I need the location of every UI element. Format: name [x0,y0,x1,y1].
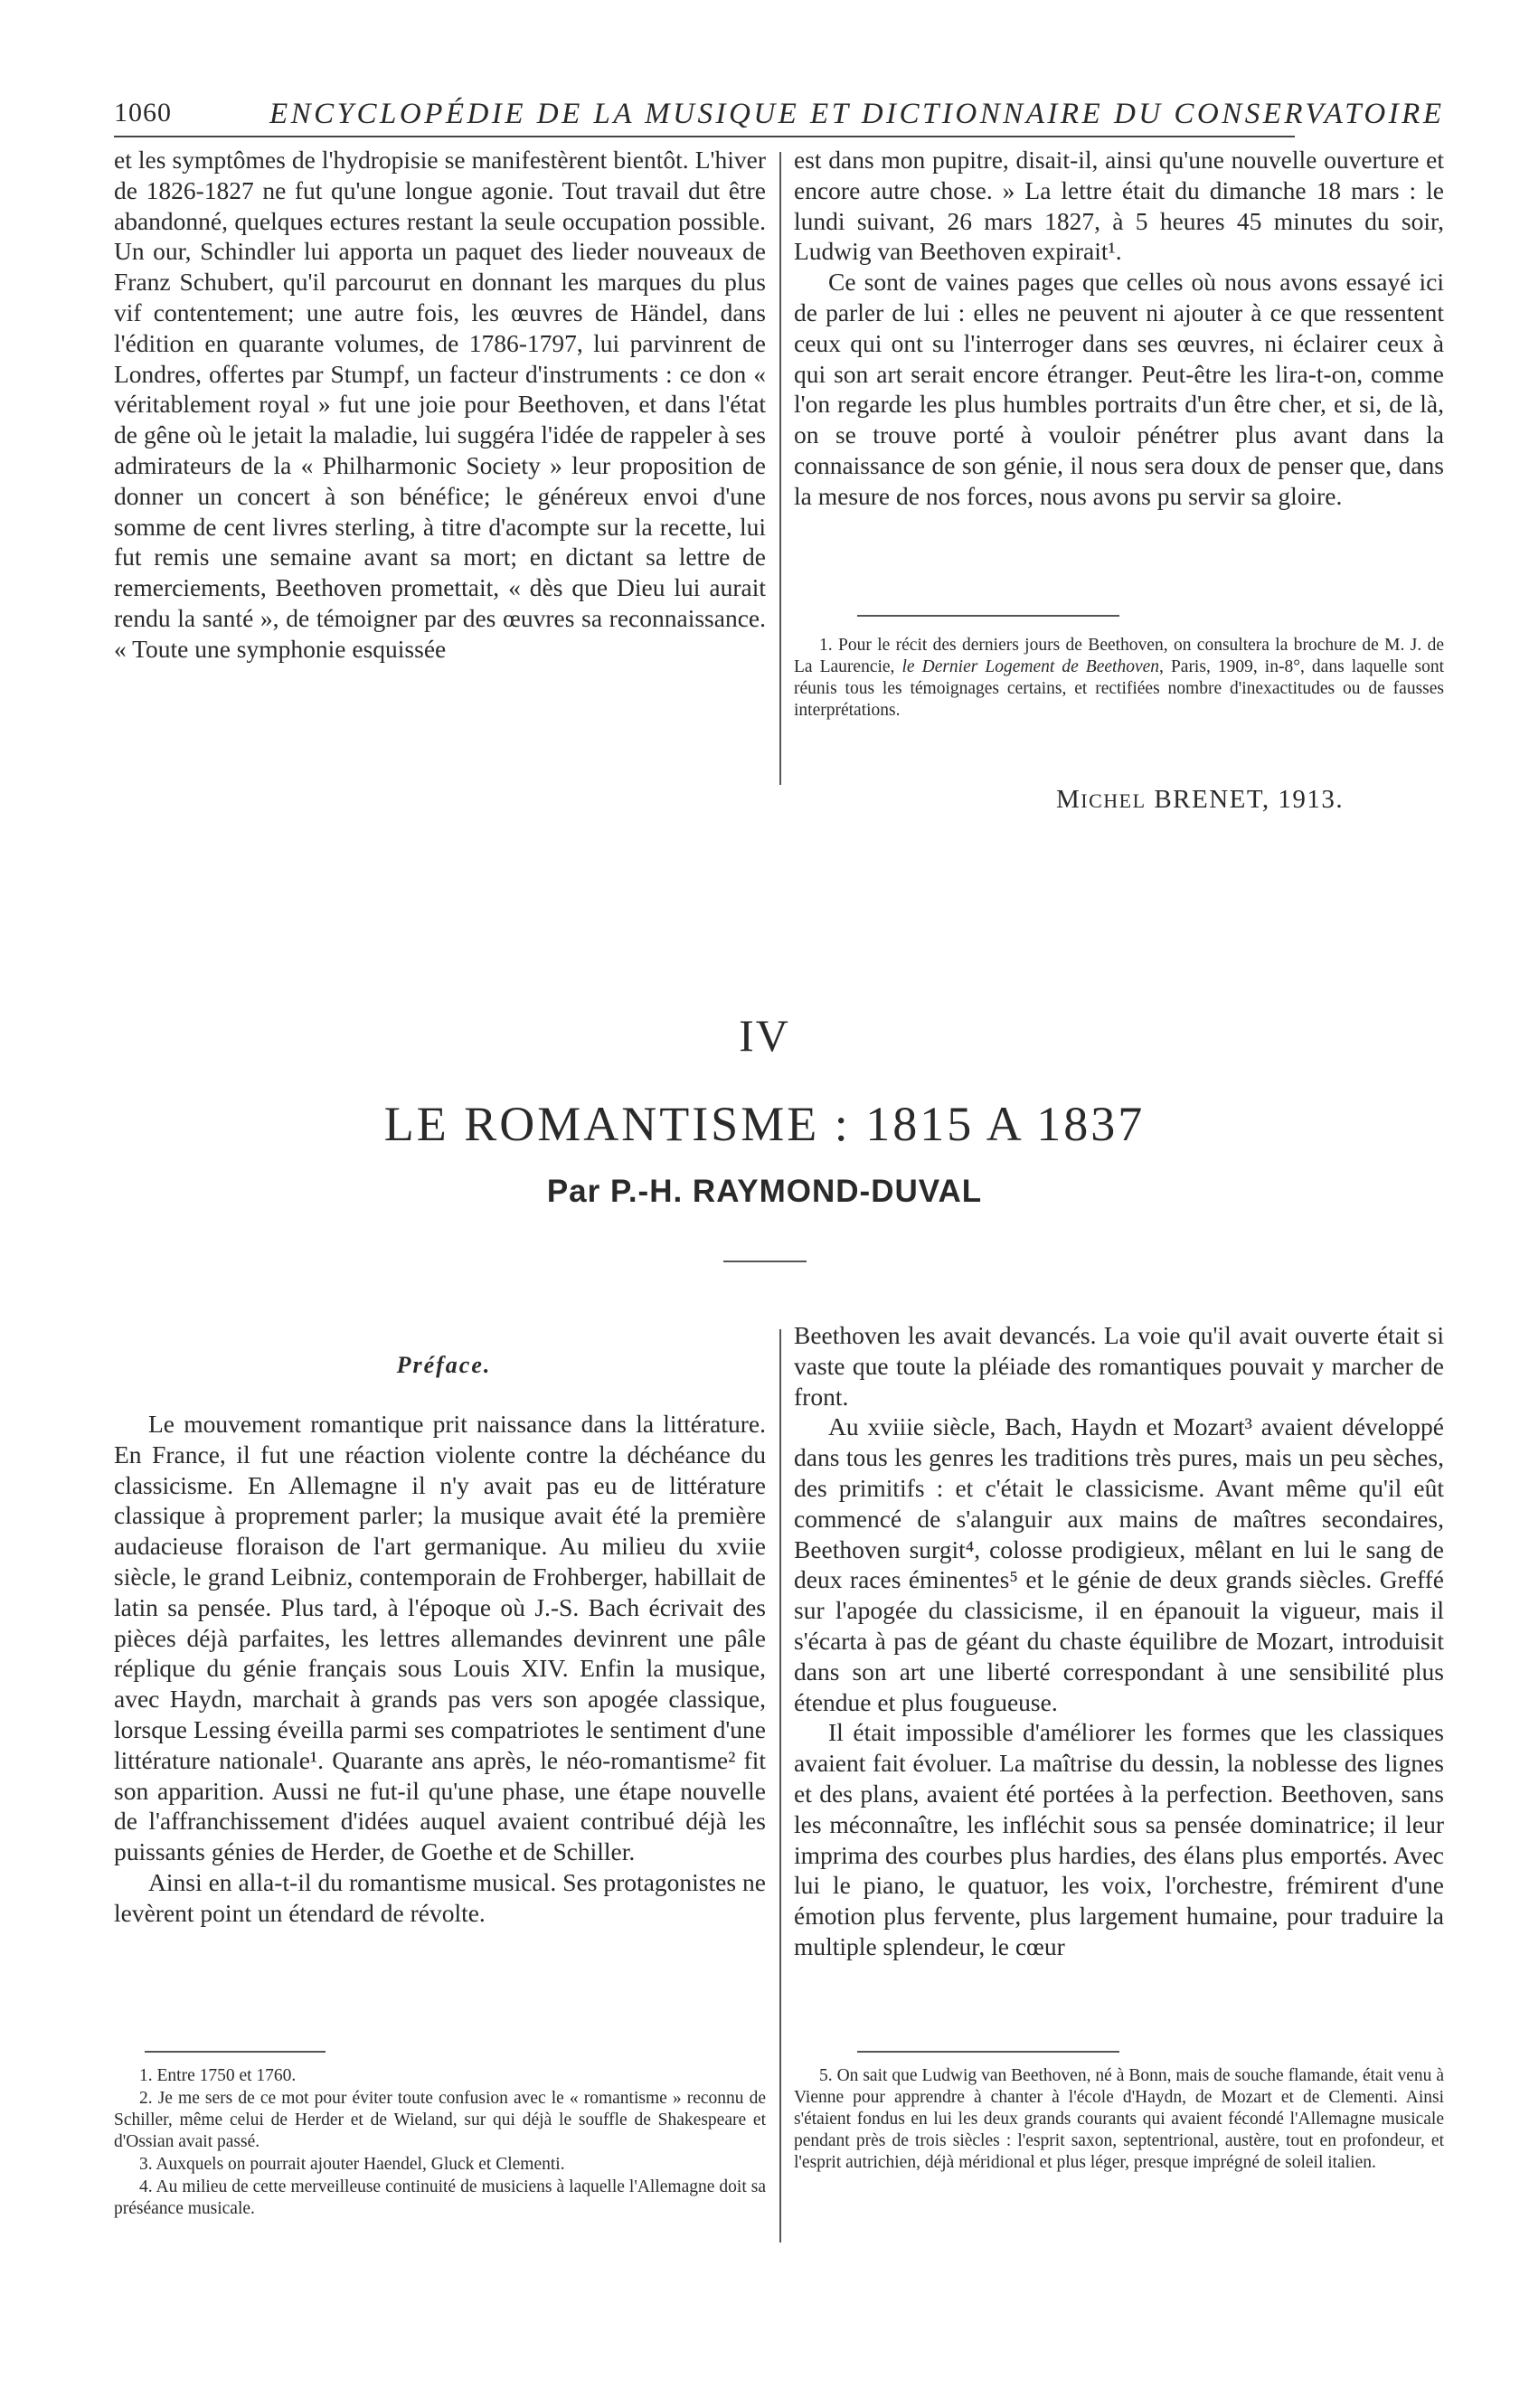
footnote: 1. Entre 1750 et 1760. [139,2066,297,2085]
body-paragraph: est dans mon pupitre, disait-il, ainsi qu'une nouvelle ouverture et encore autre chose. » La lettre était du dimanche 18 mars : le lundi suivant, 26 mars 1827, à 5 heures 45 minutes du soir, Ludwig van Beethoven expirait¹. [794,146,1444,266]
footnote-separator [145,2051,326,2053]
running-header [114,98,1445,137]
running-title: ENCYCLOPÉDIE DE LA MUSIQUE ET DICTIONNAIRE DU CONSERVATOIRE [269,98,1445,130]
body-paragraph: Le mouvement romantique prit naissance dans la littérature. En France, il fut une réaction violente contre la déchéance du classicisme. En Allemagne il n'y avait pas eu de littérature classique à proprement parler; la musique avait été la première audacieuse floraison de l'art germanique. Au milieu du xviie siècle, le grand Leibniz, contemporain de Frohberger, habillait de latin sa pensée. Plus tard, à l'époque où J.-S. Bach écrivait des pièces déjà parfaites, les lettres allemandes devinrent une pâle réplique du génie français sous Louis XIV. Enfin la musique, avec Haydn, marchait à grands pas vers son apogée classique, lorsque Lessing éveilla parmi ses compatriotes le sentiment d'une littérature nationale¹. Quarante ans après, le néo-romantisme² fit son apparition. Aussi ne fut-il qu'une phase, une étape nouvelle de l'affranchissement d'idées auquel avaient contribué déjà les puissants génies de Herder, de Goethe et de Schiller. [114,1410,766,1866]
top-left-column [114,145,766,665]
body-paragraph: Au xviiie siècle, Bach, Haydn et Mozart³ avaient développé dans tous les genres les traditions très pures, mais un peu sèches, des primitifs : et c'était le classicisme. Avant même qu'il eût commencé de s'alanguir aux mains de maîtres secondaires, Beethoven surgit⁴, colosse prodigieux, mêlant en lui le sang de deux races éminentes⁵ et le génie de deux grands siècles. Greffé sur l'apogée du classicisme, il en épanouit la vigueur, mais il s'écarta à pas de géant du chaste équilibre de Mozart, introduisit dans son art une liberté correspondant à une sensibilité plus étendue et plus fougueuse. [794,1412,1444,1716]
bottom-left-column [114,1409,766,1929]
body-paragraph: Ce sont de vaines pages que celles où nous avons essayé ici de parler de lui : elles ne peuvent ni ajouter à ce que ressentent ceux qui ont su l'interroger dans ses œuvres, ni éclairer ceux à qui son art serait encore étranger. Peut-être les lira-t-on, comme l'on regarde les plus humbles portraits d'un être cher, et si, de là, on se trouve porté à vouloir pénétrer plus avant dans la connaissance de son génie, il nous sera doux de penser que, dans la mesure de nos forces, nous avons pu servir sa gloire. [794,268,1444,510]
page-number: 1060 [114,98,172,127]
footnote-separator [857,2051,1119,2053]
chapter-number: IV [739,1010,790,1061]
body-paragraph: Il était impossible d'améliorer les formes que les classiques avaient fait évoluer. La maîtrise du dessin, la noblesse des lignes et des plans, avaient été portées à la perfection. Beethoven, sans les méconnaître, les infléchit sous sa pensée dominatrice; il leur imprima des courbes plus hardies, des élans plus emportés. Avec lui le piano, le quatuor, les voix, l'orchestre, frémirent d'une émotion plus fervente, plus largement humaine, pour traduire la multiple splendeur, le cœur [794,1718,1444,1960]
column-divider-top [779,152,781,785]
heading-rule [723,1261,807,1262]
author-signature: MICHEL BRENET, 1913. [1056,785,1345,814]
body-paragraph: Beethoven les avait devancés. La voie qu'il avait ouverte était si vaste que toute la pléiade des romantiques pouvait y marcher de front. [794,1321,1444,1411]
bottom-right-column [794,1320,1444,1962]
preface-heading: Préface. [396,1352,492,1378]
body-paragraph: Ainsi en alla-t-il du romantisme musical. Ses protagonistes ne levèrent point un étendard de révolte. [114,1867,766,1927]
footnote-title: le Dernier Logement de Beethoven [901,657,1160,676]
footnote: 1. Pour le récit des derniers jours de Beethoven, on consultera la brochure de M. J. de La Laurencie, le Dernier Logement de Beethoven, Paris, 1909, in-8°, dans laquelle sont réunis tous les témoignages certains, et rectifiées nombre d'inexactitudes ou de fausses interprétations. [794,636,1444,720]
footnote: 5. On sait que Ludwig van Beethoven, né à Bonn, mais de souche flamande, était venu à Vienne pour apprendre à chanter à l'école d'Haydn, de Mozart et de Clementi. Ainsi s'étaient fondus en lui les deux grands courants qui avaient fécondé l'Allemagne musicale pendant près de trois siècles : l'esprit saxon, septentrional, austère, tout en profondeur, et l'esprit autrichien, déjà méridional et plus léger, presque imprégné de soleil italien. [794,2066,1444,2172]
header-rule [114,136,1295,137]
footnote: 2. Je me sers de ce mot pour éviter toute confusion avec le « romantisme » reconnu de Schiller, même celui de Herder et de Wieland, sur qui déjà le souffle de Shakespeare et d'Ossian avait passé. [114,2089,766,2151]
footnote-block [794,635,1444,722]
footnote-block [114,2065,766,2221]
body-paragraph: et les symptômes de l'hydropisie se manifestèrent bientôt. L'hiver de 1826-1827 ne fut qu'une longue agonie. Tout travail dut être abandonné, quelques ectures restant la seule occupation possible. Un our, Schindler lui apporta un paquet des lieder nouveaux de Franz Schubert, qu'il parcourut en donnant les marques du plus vif contentement; une autre fois, les œuvres de Händel, dans l'édition en quarante volumes, de 1786-1797, lui parvinrent de Londres, offertes par Stumpf, un facteur d'instruments : ce don « véritablement royal » fut une joie pour Beethoven, et dans l'état de gêne où le jetait la maladie, lui suggéra l'idée de rappeler à ses admirateurs de la « Philharmonic Society » leur proposition de donner un concert à son bénéfice; le généreux envoi d'une somme de cent livres sterling, à titre d'acompte sur la recette, lui fut remis une semaine avant sa mort; en dictant sa lettre de remerciements, Beethoven promettait, « dès que Dieu lui aurait rendu la santé », de témoigner par des œuvres sa reconnaissance. « Toute une symphonie esquissée [114,146,766,663]
chapter-author: Par P.-H. RAYMOND-DUVAL [546,1174,983,1209]
chapter-title: LE ROMANTISME : 1815 A 1837 [383,1097,1146,1151]
footnote: 3. Auxquels on pourrait ajouter Haendel, Gluck et Clementi. [139,2155,565,2174]
footnote-block [794,2065,1444,2175]
top-right-column [794,145,1444,512]
footnote-separator [857,615,1119,617]
footnote: 4. Au milieu de cette merveilleuse continuité de musiciens à laquelle l'Allemagne doit sa préséance musicale. [114,2177,766,2218]
column-divider-bottom [779,1329,781,2243]
